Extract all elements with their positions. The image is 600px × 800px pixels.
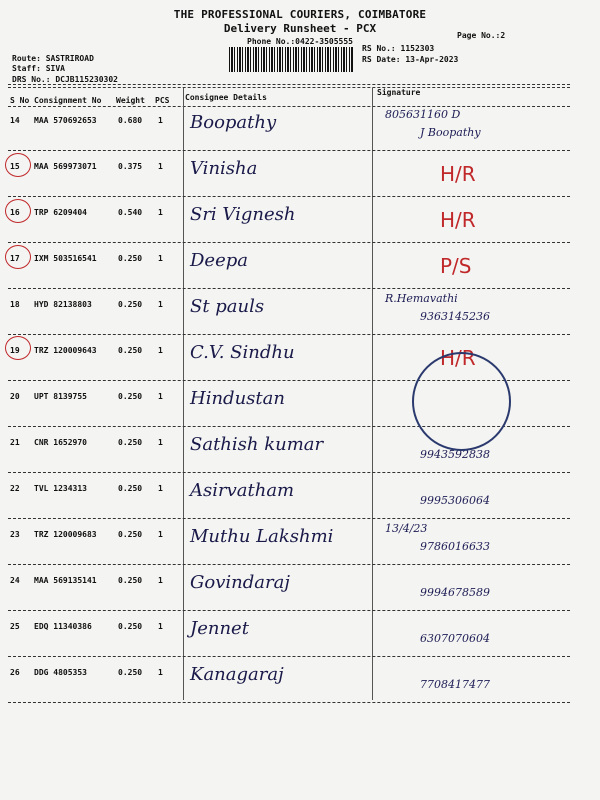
row-pcs: 1 [158,254,163,263]
row-pcs: 1 [158,208,163,217]
row-weight: 0.250 [118,392,143,401]
row-signature-phone: 9943592838 [420,448,490,461]
row-pcs: 1 [158,392,163,401]
row-sno: 23 [10,530,20,539]
row-consignee: Deepa [190,250,248,271]
table-row [0,428,600,473]
row-signature-phone: 9994678589 [420,586,490,599]
route: Route: SASTRIROAD [12,54,94,63]
row-signature: H/R [440,208,476,232]
row-consignee: Boopathy [190,112,277,133]
row-signature: H/R [440,346,476,370]
row-consignment: MAA 570692653 [34,116,97,125]
row-consignment: DDG 4805353 [34,668,87,677]
rs-date: RS Date: 13-Apr-2023 [362,55,459,64]
row-weight: 0.250 [118,484,143,493]
row-signature: P/S [440,254,472,278]
row-consignee: Govindaraj [190,572,290,593]
col-consignee: Consignee Details [185,93,267,102]
rs-number: RS No.: 1152303 [362,44,435,53]
row-signature-phone: J Boopathy [420,126,481,139]
row-weight: 0.250 [118,300,143,309]
barcode-image [229,47,354,72]
row-pcs: 1 [158,438,163,447]
table-row [0,290,600,335]
row-weight: 0.250 [118,668,143,677]
row-sno: 22 [10,484,20,493]
row-consignee: Hindustan [190,388,285,409]
red-circle-mark [5,199,31,223]
row-pcs: 1 [158,622,163,631]
row-weight: 0.250 [118,254,143,263]
row-weight: 0.250 [118,622,143,631]
row-pcs: 1 [158,576,163,585]
row-divider [8,196,570,197]
table-row [0,520,600,565]
row-consignee: Sathish kumar [190,434,324,455]
red-circle-mark [5,153,31,177]
row-sno: 24 [10,576,20,585]
drs-number: DRS No.: DCJB115230302 [12,75,118,84]
row-consignment: TRZ 120009643 [34,346,97,355]
table-row [0,106,600,151]
document-title: Delivery Runsheet - PCX [223,22,377,35]
table-row [0,152,600,197]
row-sno: 19 [10,346,20,355]
col-weight: Weight [116,96,145,105]
row-weight: 0.375 [118,162,143,171]
row-weight: 0.680 [118,116,143,125]
row-consignee: Vinisha [190,158,258,179]
table-row [0,198,600,243]
row-consignment: UPT 8139755 [34,392,87,401]
row-sno: 16 [10,208,20,217]
row-signature-phone: 9363145236 [420,310,490,323]
row-consignee: Muthu Lakshmi [190,526,334,547]
row-sno: 25 [10,622,20,631]
staff: Staff: SIVA [12,64,65,73]
table-row [0,474,600,519]
red-circle-mark [5,336,31,360]
row-consignee: St pauls [190,296,265,317]
row-signature-phone: 9786016633 [420,540,490,553]
row-pcs: 1 [158,484,163,493]
row-pcs: 1 [158,162,163,171]
row-sno: 21 [10,438,20,447]
row-signature-phone: 7708417477 [420,678,490,691]
row-divider [8,288,570,289]
company-name: THE PROFESSIONAL COURIERS, COIMBATORE [173,8,427,21]
row-consignment: MAA 569135141 [34,576,97,585]
row-pcs: 1 [158,300,163,309]
row-pcs: 1 [158,668,163,677]
row-signature: 805631160 D [385,108,461,121]
row-consignment: MAA 569973071 [34,162,97,171]
table-row [0,244,600,289]
table-row [0,336,600,381]
row-consignee: Kanagaraj [190,664,284,685]
row-consignee: C.V. Sindhu [190,342,295,363]
row-sno: 14 [10,116,20,125]
row-weight: 0.250 [118,576,143,585]
company-stamp [412,352,511,451]
col-consignment: Consignment No [34,96,102,105]
row-consignment: TVL 1234313 [34,484,87,493]
row-pcs: 1 [158,530,163,539]
row-divider [8,518,570,519]
row-consignment: IXM 503516541 [34,254,97,263]
phone-number: Phone No.:0422-3505555 [247,37,353,46]
row-weight: 0.250 [118,530,143,539]
row-divider [8,334,570,335]
row-sno: 20 [10,392,20,401]
row-consignee: Sri Vignesh [190,204,296,225]
row-consignee: Asirvatham [190,480,295,501]
table-row [0,658,600,703]
col-pcs: PCS [155,96,170,105]
row-consignment: HYD 82138803 [34,300,92,309]
row-sno: 15 [10,162,20,171]
row-divider [8,242,570,243]
row-consignment: EDQ 11340386 [34,622,92,631]
row-sno: 17 [10,254,20,263]
row-pcs: 1 [158,116,163,125]
row-signature-phone: 9995306064 [420,494,490,507]
table-row [0,566,600,611]
row-divider [8,656,570,657]
row-divider [8,564,570,565]
col-sno: S No [10,96,30,105]
row-consignment: TRP 6209404 [34,208,87,217]
row-sno: 18 [10,300,20,309]
row-divider [8,610,570,611]
row-signature: 13/4/23 [385,522,428,535]
red-circle-mark [5,245,31,269]
row-divider [8,472,570,473]
row-consignment: TRZ 120009683 [34,530,97,539]
row-consignee: Jennet [190,618,249,639]
row-divider [8,150,570,151]
row-weight: 0.250 [118,346,143,355]
row-consignment: CNR 1652970 [34,438,87,447]
row-signature-phone: 6307070604 [420,632,490,645]
row-pcs: 1 [158,346,163,355]
table-row [0,612,600,657]
row-weight: 0.540 [118,208,143,217]
row-divider [8,702,570,703]
page-number: Page No.:2 [457,31,506,40]
row-weight: 0.250 [118,438,143,447]
col-signature: Signature [377,88,421,97]
row-signature: H/R [440,162,476,186]
row-sno: 26 [10,668,20,677]
row-signature: R.Hemavathi [385,292,458,305]
